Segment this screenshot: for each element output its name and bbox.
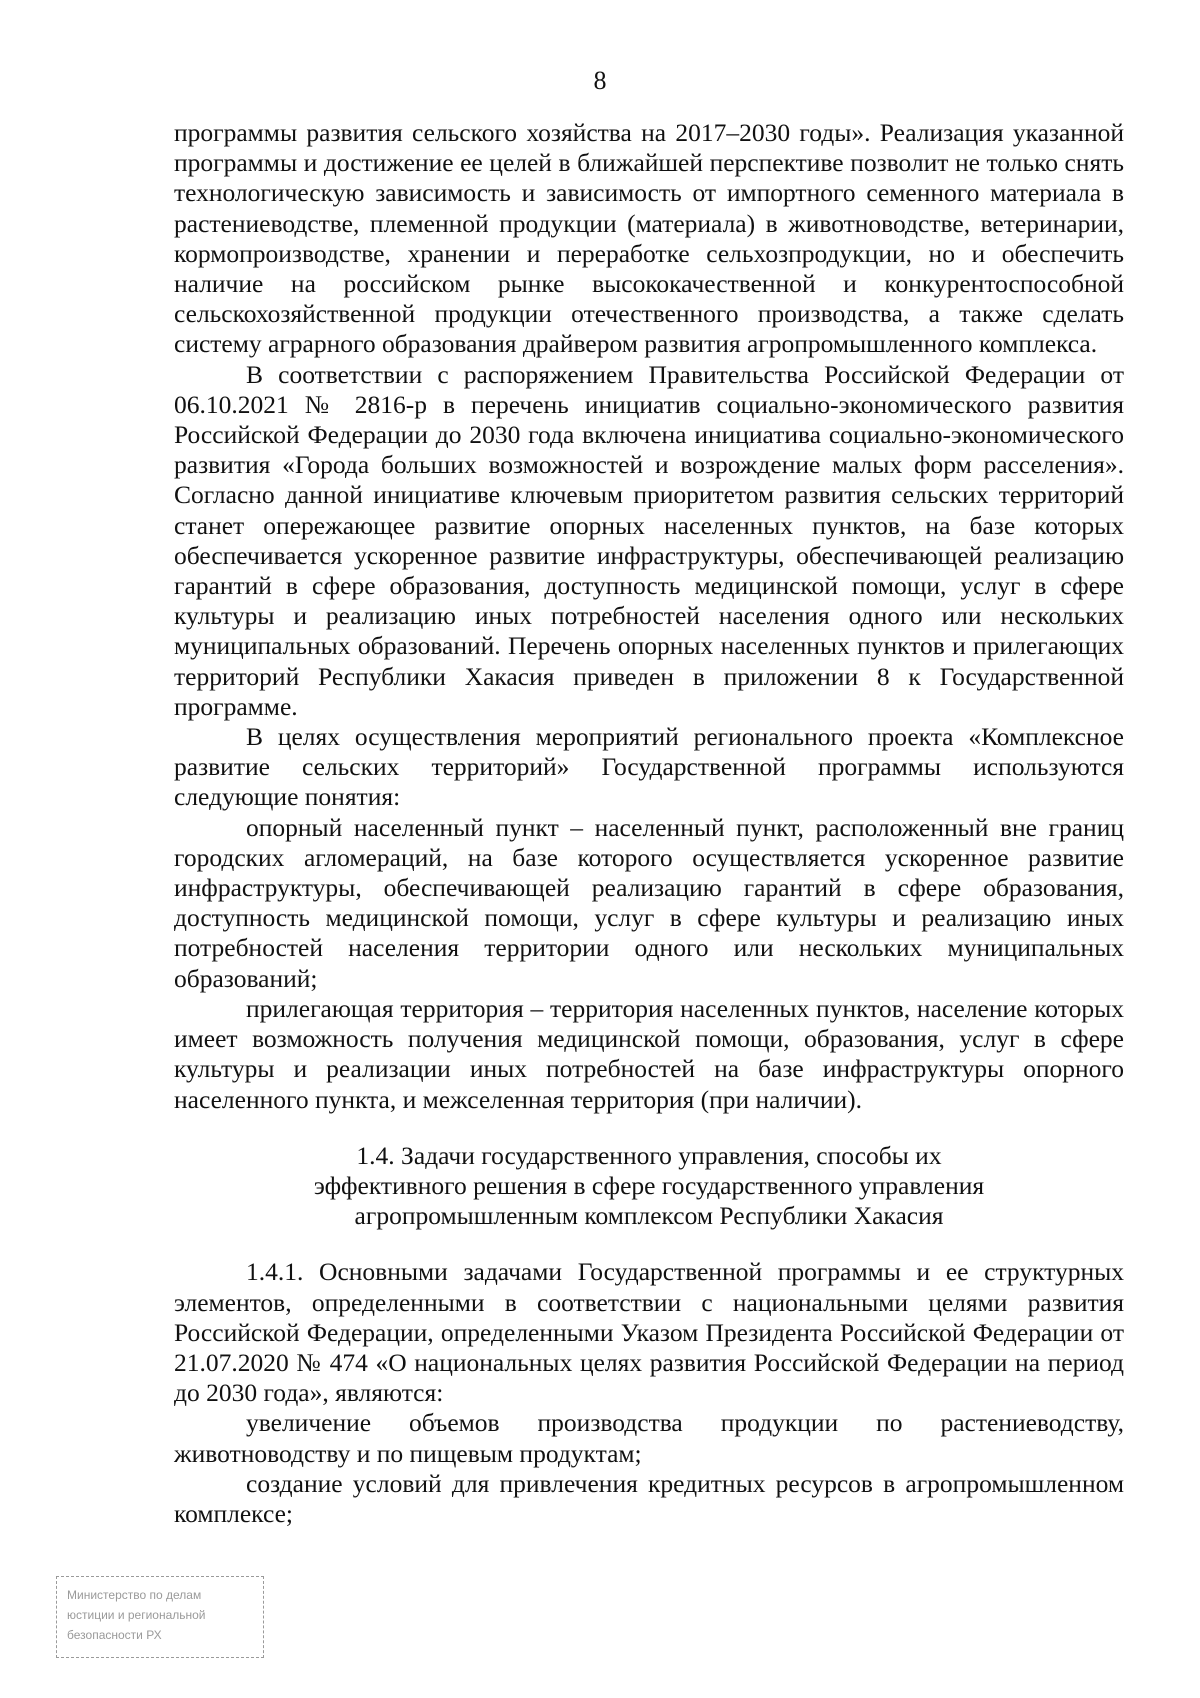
stamp-line: юстиции и региональной [67,1608,206,1622]
section-heading-line: агропромышленным комплексом Республики Хакасия [354,1201,944,1231]
paragraph-definitions-intro: В целях осуществления мероприятий регионального проекта «Комплексное развитие сельских территорий» Государственной программы используются следующие понятия: [174,722,1124,812]
section-heading-line: 1.4. Задачи государственного управления, способы их [356,1140,942,1170]
section-heading-line: эффективного решения в сфере государственного управления [313,1170,985,1200]
task-item: создание условий для привлечения кредитных ресурсов в агропромышленном комплексе; [174,1468,1124,1528]
document-body [174,118,1124,1529]
definition-support-settlement: опорный населенный пункт – населенный пункт, расположенный вне границ городских агломераций, на базе которого осуществляется ускоренное развитие инфраструктуры, обеспечивающей реализацию гарантий в сфере образования, доступность медицинской помощи, услуг в сфере культуры и реализацию иных потребностей населения территории одного или нескольких муниципальных образований; [174,812,1124,993]
paragraph-continuation: программы развития сельского хозяйства на 2017–2030 годы». Реализация указанной программы и достижение ее целей в ближайшей перспективе позволит не только снять технологическую зависимость и зависимость от импортного семенного материала в растениеводстве, племенной продукции (материала) в животноводстве, ветеринарии, кормопроизводстве, хранении и переработке сельхозпродукции, но и обеспечить наличие на российском рынке высококачественной и конкурентоспособной сельскохозяйственной продукции отечественного производства, а также сделать систему аграрного образования драйвером развития агропромышленного комплекса. [174,118,1124,359]
registration-stamp [56,1576,264,1658]
paragraph-main-tasks: 1.4.1. Основными задачами Государственной программы и ее структурных элементов, определенными в соответствии с национальными целями развития Российской Федерации, определенными Указом Президента Российской Федерации от 21.07.2020 № 474 «О национальных целях развития Российской Федерации на период до 2030 года», являются: [174,1257,1124,1408]
stamp-line: безопасности РХ [67,1628,162,1642]
page-number: 8 [593,66,607,95]
definition-adjacent-territory: прилегающая территория – территория населенных пунктов, население которых имеет возможность получения медицинской помощи, образования, услуг в сфере культуры и реализации иных потребностей на базе инфраструктуры опорного населенного пункта, и межселенная территория (при наличии). [174,993,1124,1114]
stamp-line: Министерство по делам [67,1588,202,1602]
section-heading [174,1141,1124,1232]
paragraph-initiative: В соответствии с распоряжением Правительства Российской Федерации от 06.10.2021 № 2816-р в перечень инициатив социально-экономического развития Российской Федерации до 2030 года включена инициатива социально-экономического развития «Города больших возможностей и возрождение малых форм расселения». Согласно данной инициативе ключевым приоритетом развития сельских территорий станет опережающее развитие опорных населенных пунктов, на базе которых обеспечивается ускоренное развитие инфраструктуры, обеспечивающей реализацию гарантий в сфере образования, доступность медицинской помощи, услуг в сфере культуры и реализацию иных потребностей населения одного или нескольких муниципальных образований. Перечень опорных населенных пунктов и прилегающих территорий Республики Хакасия приведен в приложении 8 к Государственной программе. [174,359,1124,721]
task-item: увеличение объемов производства продукции по растениеводству, животноводству и по пищевым продуктам; [174,1408,1124,1468]
